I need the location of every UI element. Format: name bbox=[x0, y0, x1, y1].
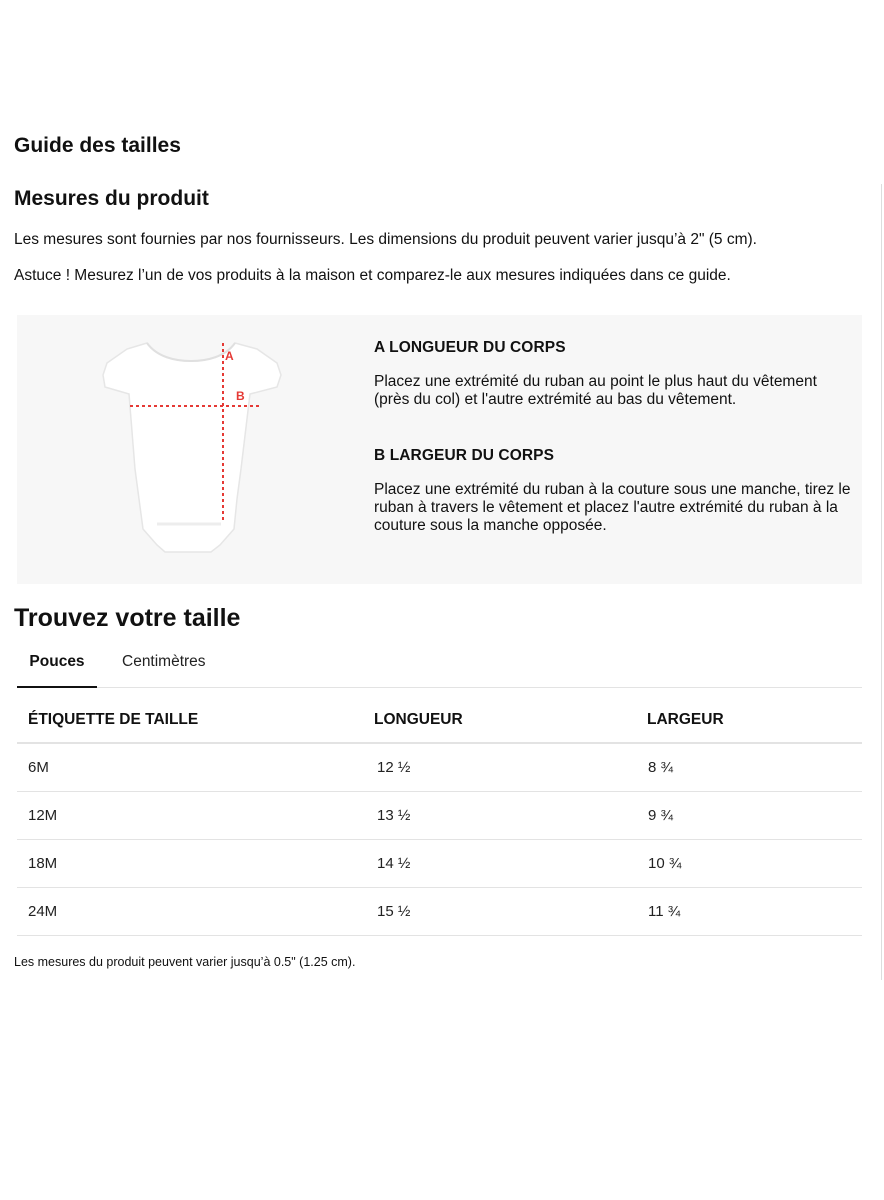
table-row bbox=[17, 840, 862, 888]
unit-tabs bbox=[17, 644, 862, 688]
measurement-diagram bbox=[17, 315, 862, 584]
body-width-title: B LARGEUR DU CORPS bbox=[374, 447, 555, 464]
label-b: B bbox=[236, 389, 245, 403]
onesie-illustration bbox=[99, 339, 289, 555]
width-cell: 10 ¾ bbox=[647, 840, 862, 888]
size-cell: 18M bbox=[17, 840, 374, 888]
body-length-title: A LONGUEUR DU CORPS bbox=[374, 339, 566, 356]
page-divider bbox=[881, 184, 882, 980]
table-row bbox=[17, 792, 862, 840]
width-cell: 9 ¾ bbox=[647, 792, 862, 840]
column-length: LONGUEUR bbox=[374, 698, 647, 743]
column-size-label: ÉTIQUETTE DE TAILLE bbox=[17, 698, 374, 743]
size-cell: 12M bbox=[17, 792, 374, 840]
measures-intro-text: Les mesures sont fournies par nos fournisseurs. Les dimensions du produit peuvent varier jusqu’à 2" (5 cm). bbox=[14, 231, 757, 248]
measurement-footnote: Les mesures du produit peuvent varier jusqu’à 0.5" (1.25 cm). bbox=[14, 955, 356, 969]
tab-inches[interactable]: Pouces bbox=[17, 644, 97, 688]
body-width-text: Placez une extrémité du ruban à la couture sous une manche, tirez le ruban à travers le vêtement et placez l'autre extrémité du ruban à la couture sous la manche opposée. bbox=[374, 481, 851, 534]
table-row bbox=[17, 888, 862, 936]
length-cell: 15 ½ bbox=[374, 888, 647, 936]
body-length-description bbox=[374, 339, 852, 409]
length-cell: 13 ½ bbox=[374, 792, 647, 840]
page-title: Guide des tailles bbox=[14, 134, 181, 157]
size-cell: 24M bbox=[17, 888, 374, 936]
size-table bbox=[17, 698, 862, 936]
length-cell: 12 ½ bbox=[374, 743, 647, 792]
tab-centimeters[interactable]: Centimètres bbox=[122, 653, 206, 670]
find-size-heading: Trouvez votre taille bbox=[14, 604, 241, 632]
column-width: LARGEUR bbox=[647, 698, 862, 743]
label-a: A bbox=[225, 349, 234, 363]
table-row bbox=[17, 743, 862, 792]
width-cell: 8 ¾ bbox=[647, 743, 862, 792]
body-width-description bbox=[374, 447, 852, 535]
body-length-text: Placez une extrémité du ruban au point le plus haut du vêtement (près du col) et l'autre extrémité au bas du vêtement. bbox=[374, 373, 817, 408]
measuring-tip-text: Astuce ! Mesurez l’un de vos produits à la maison et comparez-le aux mesures indiquées dans ce guide. bbox=[14, 267, 731, 284]
width-cell: 11 ¾ bbox=[647, 888, 862, 936]
onesie-body-shape bbox=[103, 343, 281, 552]
product-measures-heading: Mesures du produit bbox=[14, 187, 209, 210]
length-cell: 14 ½ bbox=[374, 840, 647, 888]
size-cell: 6M bbox=[17, 743, 374, 792]
size-table-header bbox=[17, 698, 862, 743]
